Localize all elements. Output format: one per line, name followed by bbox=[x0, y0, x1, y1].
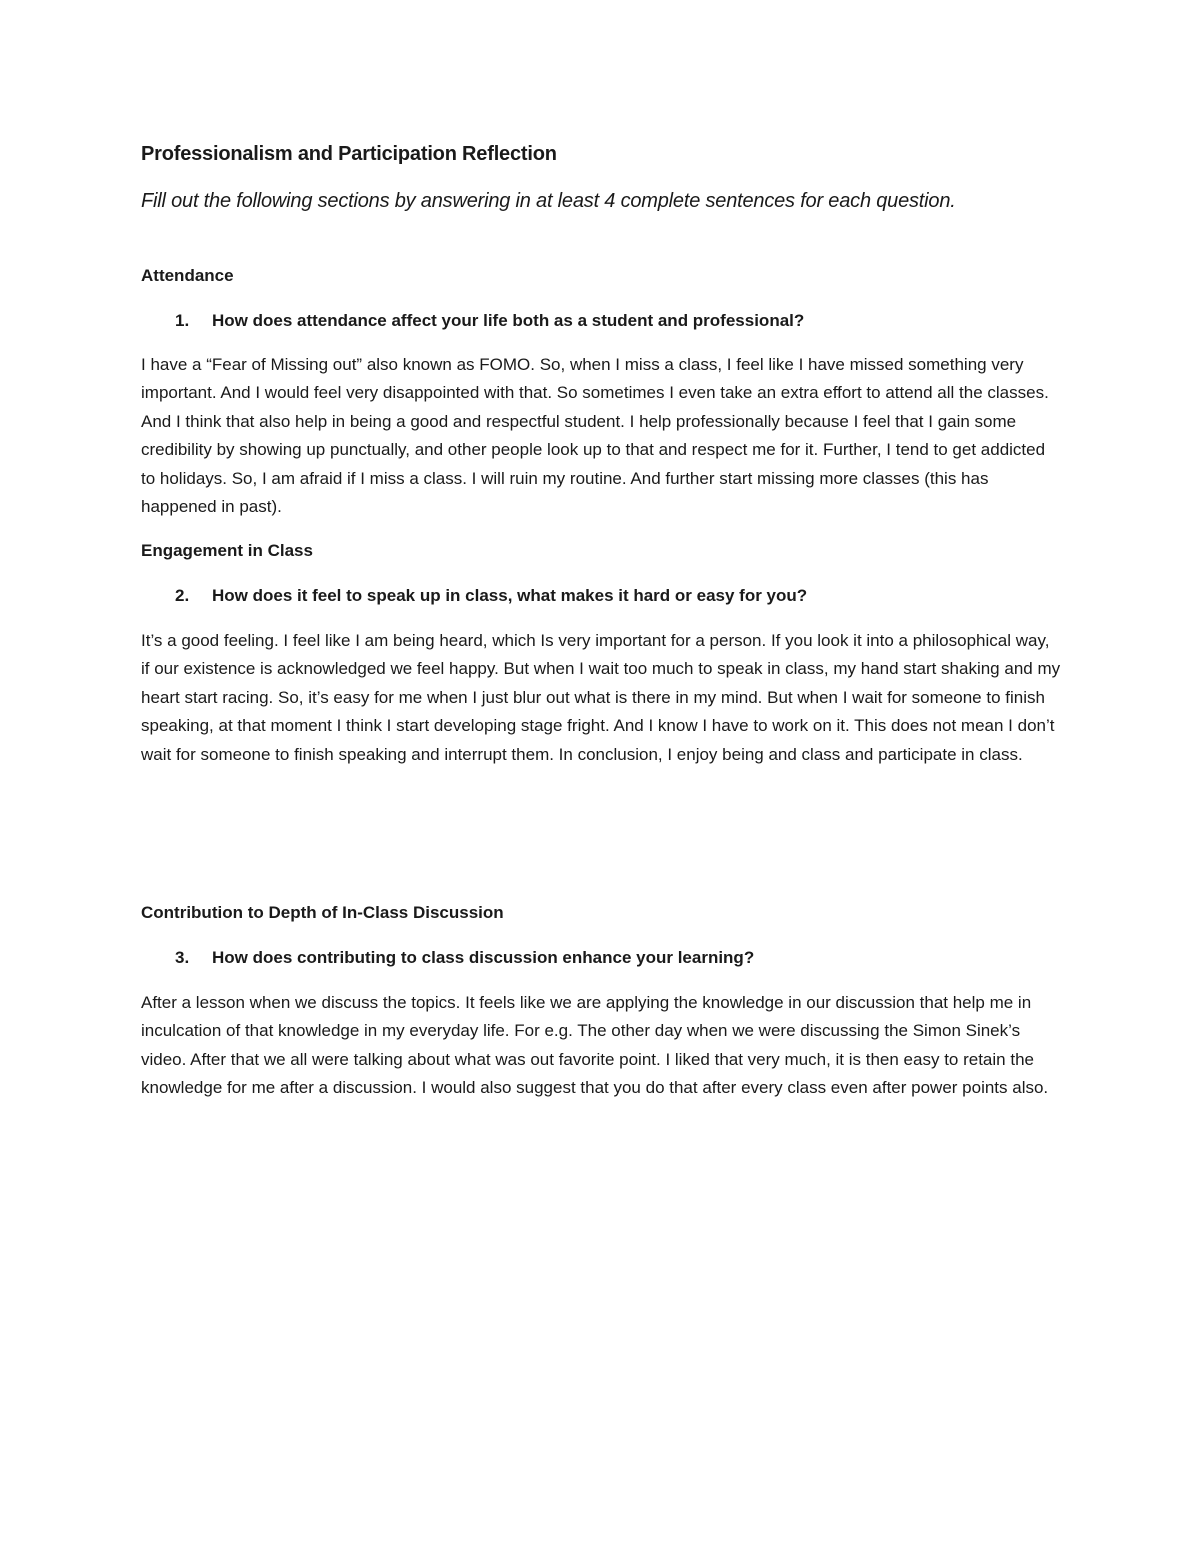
question-number: 1. bbox=[175, 311, 190, 330]
instructions-text: Fill out the following sections by answering in at least 4 complete sentences for each question. bbox=[141, 190, 956, 212]
section-heading-engagement: Engagement in Class bbox=[141, 541, 313, 560]
question-3 bbox=[175, 948, 754, 968]
question-number: 2. bbox=[175, 586, 190, 605]
answer-3: After a lesson when we discuss the topics. It feels like we are applying the knowledge in our discussion that help me in inculcation of that knowledge in my everyday life. For e.g. The other day when we were discussing the Simon Sinek’s video. After that we all were talking about what was out favorite point. I liked that very much, it is then easy to retain the knowledge for me after a discussion. I would also suggest that you do that after every class even after power points also. bbox=[141, 993, 1049, 1098]
section-heading-contribution: Contribution to Depth of In-Class Discussion bbox=[141, 903, 504, 922]
document-title: Professionalism and Participation Reflection bbox=[141, 143, 557, 165]
question-1 bbox=[175, 311, 804, 331]
answer-2: It’s a good feeling. I feel like I am being heard, which Is very important for a person. If you look it into a philosophical way, if our existence is acknowledged we feel happy. But when I wait too much to speak in class, my hand start shaking and my heart start racing. So, it’s easy for me when I just blur out what is there in my mind. But when I wait for someone to finish speaking, at that moment I think I start developing stage fright. And I know I have to work on it. This does not mean I don’t wait for someone to finish speaking and interrupt them. In conclusion, I enjoy being and class and participate in class. bbox=[141, 631, 1061, 764]
question-text: How does attendance affect your life both as a student and professional? bbox=[212, 311, 805, 330]
answer-1: I have a “Fear of Missing out” also known as FOMO. So, when I miss a class, I feel like I have missed something very important. And I would feel very disappointed with that. So sometimes I even take an extra effort to attend all the classes. And I think that also help in being a good and respectful student. I help professionally because I feel that I gain some credibility by showing up punctually, and other people look up to that and respect me for it. Further, I tend to get addicted to holidays. So, I am afraid if I miss a class. I will ruin my routine. And further start missing more classes (this has happened in past). bbox=[141, 355, 1049, 517]
question-text: How does contributing to class discussion enhance your learning? bbox=[212, 948, 755, 967]
question-2 bbox=[175, 586, 807, 606]
question-text: How does it feel to speak up in class, what makes it hard or easy for you? bbox=[212, 586, 808, 605]
section-heading-attendance: Attendance bbox=[141, 266, 234, 285]
question-number: 3. bbox=[175, 948, 190, 967]
